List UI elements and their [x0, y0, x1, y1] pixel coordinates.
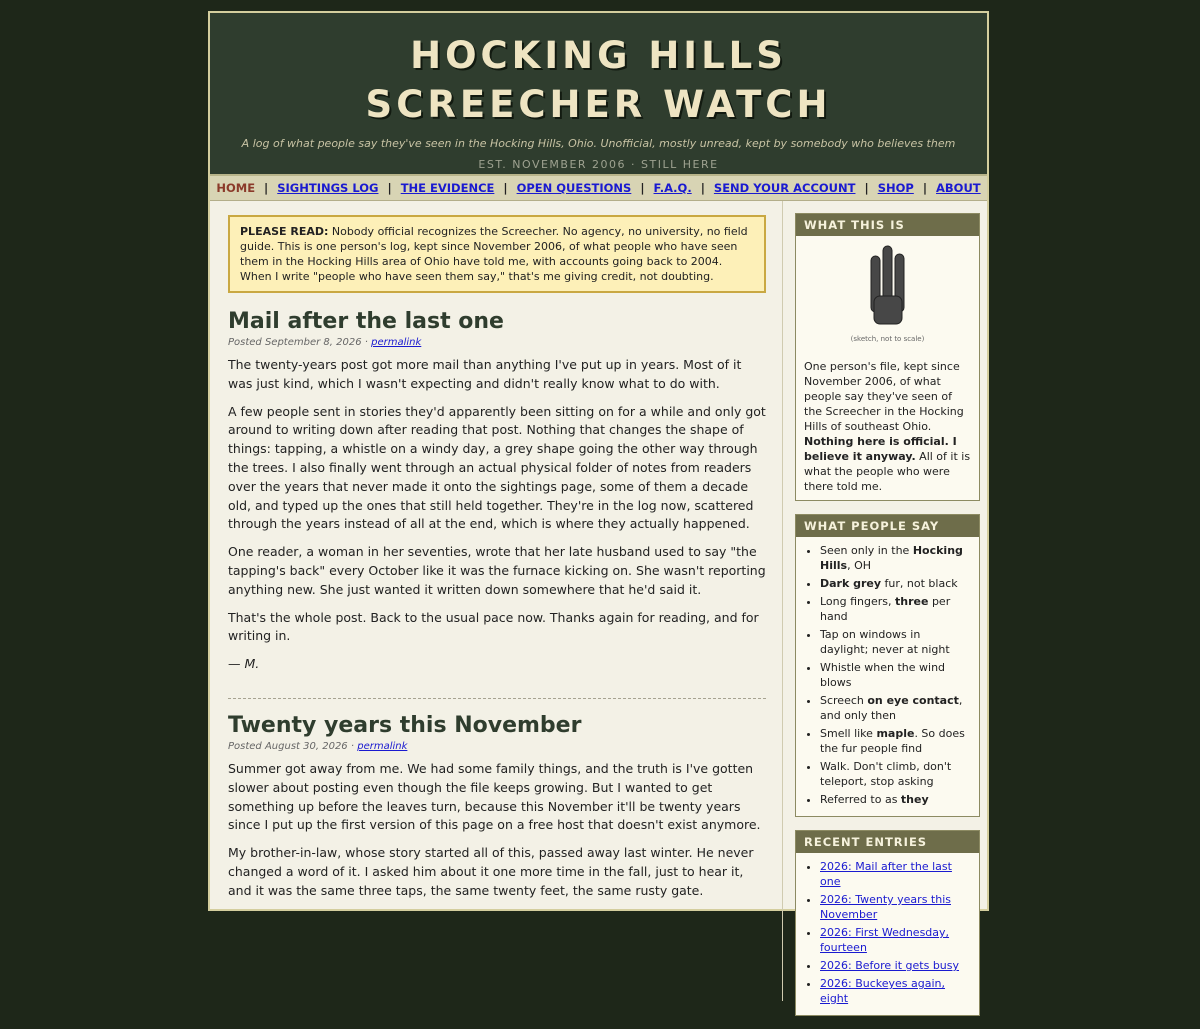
- blog-post: [228, 713, 766, 901]
- what-this-is-text-start: One person's file, kept since November 2006, of what people say they've seen of the Screecher in the Hocking Hills of southeast Ohio.: [804, 360, 964, 433]
- what-this-is-text: [804, 359, 971, 494]
- list-item: • Seen only in the Hocking Hills, OH: [820, 543, 971, 573]
- permalink-link[interactable]: permalink: [357, 740, 408, 752]
- site-tagline: A log of what people say they've seen in the Hocking Hills, Ohio. Unofficial, mostly unread, kept by somebody who believes them: [241, 137, 956, 150]
- main-column: [228, 215, 766, 910]
- what-this-is-text-bold: Nothing here is official. I believe it anyway.: [804, 435, 957, 463]
- recent-entry-link[interactable]: 2026: Before it gets busy: [820, 959, 960, 972]
- nav-faq[interactable]: F.A.Q.: [653, 181, 692, 195]
- nav-home[interactable]: HOME: [216, 181, 256, 195]
- list-item: • Smell like maple. So does the fur people find: [820, 726, 971, 756]
- nav-separator: |: [264, 181, 269, 195]
- post-divider: [228, 698, 766, 699]
- post-paragraph: Summer got away from me. We had some family things, and the truth is I've gotten slower about posting even though the file keeps growing. But I wanted to get something up before the leaves turn, because this November it'll be twenty years since I put up the first version of this page on a free host that doesn't exist anymore.: [228, 760, 761, 833]
- sidebar-column: [782, 201, 990, 1005]
- list-item: • Dark grey fur, not black: [820, 576, 971, 591]
- masthead: [210, 13, 987, 176]
- list-item: • Walk. Don't climb, don't teleport, stop asking: [820, 759, 971, 789]
- please-read-notice: [228, 215, 766, 293]
- site-established: EST. NOVEMBER 2006 · STILL HERE: [478, 158, 719, 171]
- recent-entries-box: [795, 830, 980, 1016]
- blog-post: [228, 309, 766, 674]
- sidebar: [795, 213, 980, 1029]
- nav-separator: |: [864, 181, 869, 195]
- post-title: Mail after the last one: [228, 309, 504, 334]
- recent-entry-link[interactable]: 2026: Buckeyes again, eight: [820, 977, 946, 1005]
- recent-entries-list: [804, 859, 971, 1006]
- site-title: HOCKING HILLS SCREECHER WATCH: [365, 34, 832, 126]
- notice-text: Nobody official recognizes the Screecher. No agency, no university, no field guide. This is one person's log, kept since November 2006, of what people who have seen them in the Hocking Hills area of Ohio have told me, with accounts going back to 2004. When I write "people who have seen them say," that's me giving credit, not doubting.: [240, 225, 748, 283]
- list-item: • Referred to as they: [820, 792, 971, 807]
- list-item: [820, 925, 971, 955]
- post-meta: [228, 337, 766, 348]
- recent-entry-link[interactable]: 2026: Twenty years this November: [820, 893, 951, 921]
- permalink-link[interactable]: permalink: [371, 337, 422, 348]
- post-paragraph: That's the whole post. Back to the usual pace now. Thanks again for reading, and for writing in.: [228, 609, 759, 644]
- post-title: Twenty years this November: [228, 712, 582, 738]
- list-item: • Tap on windows in daylight; never at night: [820, 627, 971, 657]
- list-item: [820, 859, 971, 889]
- nav-separator: |: [503, 181, 508, 195]
- recent-entry-link[interactable]: 2026: First Wednesday, fourteen: [820, 926, 950, 954]
- post-meta: [228, 741, 766, 752]
- box-heading: WHAT PEOPLE SAY: [796, 515, 979, 537]
- list-item: [820, 958, 971, 973]
- list-item: • Whistle when the wind blows: [820, 660, 971, 690]
- nav-the-evidence[interactable]: THE EVIDENCE: [400, 181, 495, 195]
- nav-open-questions[interactable]: OPEN QUESTIONS: [516, 181, 632, 195]
- three-finger-hand-sketch-icon: [804, 242, 971, 332]
- list-item: • Screech on eye contact, and only then: [820, 693, 971, 723]
- sketch-caption: (sketch, not to scale): [850, 335, 925, 343]
- post-paragraph: One reader, a woman in her seventies, wrote that her late husband used to say "the tapping's back" every October like it was the furnace kicking on. She wasn't reporting anything new. She just wanted it written down somewhere that he'd said it.: [228, 544, 766, 597]
- traits-list: [804, 543, 971, 807]
- post-signature: — M.: [228, 656, 260, 672]
- nav-about[interactable]: ABOUT: [936, 181, 981, 195]
- post-date: Posted August 30, 2026 ·: [228, 740, 355, 752]
- list-item: • Long fingers, three per hand: [820, 594, 971, 624]
- post-paragraph: My brother-in-law, whose story started all of this, passed away last winter. He never changed a word of it. I asked him about it one more time in the fall, just to hear it, and it was the same three taps, the same twenty feet, the same rusty gate.: [228, 845, 754, 898]
- nav-separator: |: [922, 181, 928, 195]
- main-nav: [210, 176, 987, 201]
- what-this-is-box: [795, 213, 980, 501]
- nav-sightings-log[interactable]: SIGHTINGS LOG: [277, 181, 379, 195]
- recent-entry-link[interactable]: 2026: Mail after the last one: [820, 860, 952, 888]
- what-this-is-text-end: All of it is what the people who were there told me.: [804, 450, 971, 493]
- post-paragraph: A few people sent in stories they'd apparently been sitting on for a while and only got around to writing down after reading that post. Nothing that changes the shape of things: tapping, a whistle on a windy day, a grey shape going the other way through the trees. I also finally went through an actual physical folder of notes from readers over the years that never made it onto the sightings page, some of them a decade old, and typed up the ones that still held together. They're in the log now, scattered through the years instead of all at the end, which is where they actually happened.: [228, 403, 766, 532]
- box-heading: RECENT ENTRIES: [796, 831, 979, 853]
- post-paragraph: The twenty-years post got more mail than anything I've put up in years. Most of it was just kind, which I wasn't expecting and didn't really know what to do with.: [228, 357, 742, 391]
- nav-separator: |: [640, 181, 645, 195]
- notice-label: PLEASE READ:: [240, 225, 329, 238]
- page-wrapper: [208, 11, 989, 1005]
- nav-send-your-account[interactable]: SEND YOUR ACCOUNT: [713, 181, 856, 195]
- list-item: [820, 976, 971, 1006]
- post-date: Posted September 8, 2026 ·: [228, 337, 368, 348]
- what-people-say-box: [795, 514, 980, 817]
- nav-separator: |: [700, 181, 705, 195]
- list-item: [820, 892, 971, 922]
- box-heading: WHAT THIS IS: [796, 214, 979, 236]
- nav-shop[interactable]: SHOP: [877, 181, 914, 195]
- nav-separator: |: [387, 181, 392, 195]
